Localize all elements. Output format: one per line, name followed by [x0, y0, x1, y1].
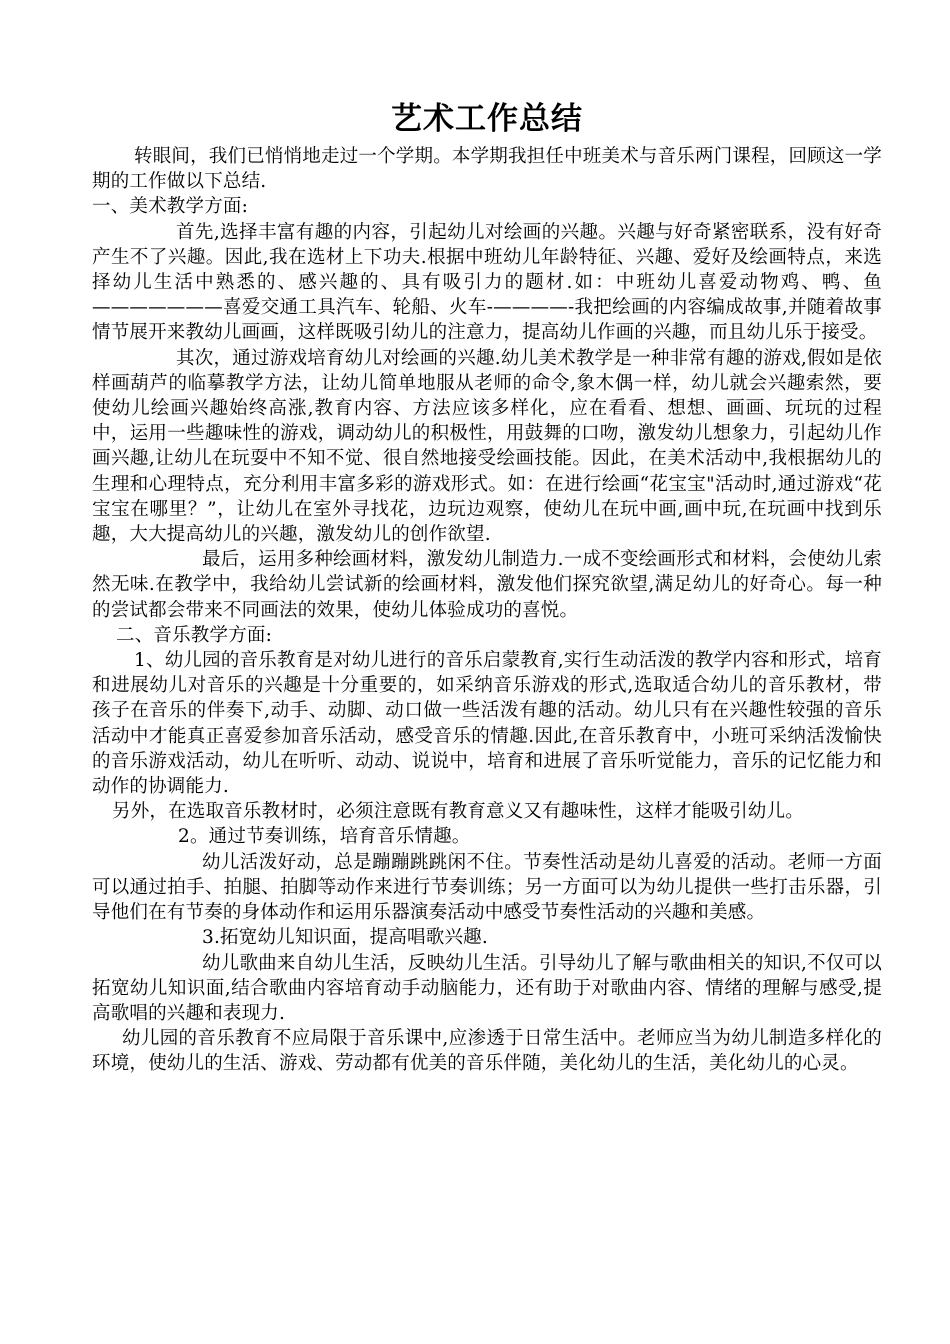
art-paragraph-3: 最后，运用多种绘画材料，激发幼儿制造力.一成不变绘画形式和材料，会使幼儿索然无味.在教学中，我给幼儿尝试新的绘画材料，激发他们探究欲望,满足幼儿的好奇心。每一种的尝试都会带来不同画法的效果，使幼儿体验成功的喜悦。: [92, 549, 882, 621]
section-heading-music: 二、音乐教学方面:: [116, 624, 273, 646]
music-subheading-2: 2。通过节奏训练，培育音乐情趣。: [178, 826, 471, 848]
music-subheading-3: 3.拓宽幼儿知识面，提高唱歌兴趣.: [202, 927, 488, 949]
music-paragraph-4: 幼儿歌曲来自幼儿生活，反映幼儿生活。引导幼儿了解与歌曲相关的知识,不仅可以拓宽幼儿知识面,结合歌曲内容培育动手动脑能力，还有助于对歌曲内容、情绪的理解与感受,提高歌唱的兴趣和表现力.: [92, 952, 882, 1024]
document-page: [92, 98, 882, 1077]
music-paragraph-1: 1、幼儿园的音乐教育是对幼儿进行的音乐启蒙教育,实行生动活泼的教学内容和形式，培育和进展幼儿对音乐的兴趣是十分重要的，如采纳音乐游戏的形式,选取适合幼儿的音乐教材，带孩子在音乐的伴奏下,动手、动脚、动口做一些活泼有趣的活动。幼儿只有在兴趣性较强的音乐活动中才能真正喜爱参加音乐活动，感受音乐的情趣.因此,在音乐教育中，小班可采纳活泼愉快的音乐游戏活动，幼儿在听听、动动、说说中，培育和进展了音乐听觉能力，音乐的记忆能力和动作的协调能力.: [92, 650, 882, 798]
section-heading-art: 一、美术教学方面:: [92, 196, 249, 218]
art-paragraph-1: 首先,选择丰富有趣的内容，引起幼儿对绘画的兴趣。兴趣与好奇紧密联系，没有好奇产生不了兴趣。因此,我在选材上下功夫.根据中班幼儿年龄特征、兴趣、爱好及绘画特点，来选择幼儿生活中熟悉的、感兴趣的、具有吸引力的题材.如：中班幼儿喜爱动物鸡、鸭、鱼———————喜爱交通工具汽车、轮船、火车-————-我把绘画的内容编成故事,并随着故事情节展开来教幼儿画画，这样既吸引幼儿的注意力，提高幼儿作画的兴趣，而且幼儿乐于接受。: [92, 221, 882, 344]
music-paragraph-2: 另外，在选取音乐教材时，必须注意既有教育意义又有趣味性，这样才能吸引幼儿。: [112, 801, 804, 823]
document-title: 艺术工作总结: [391, 101, 583, 137]
music-paragraph-3: 幼儿活泼好动，总是蹦蹦跳跳闲不住。节奏性活动是幼儿喜爱的活动。老师一方面可以通过拍手、拍腿、拍脚等动作来进行节奏训练；另一方面可以为幼儿提供一些打击乐器，引导他们在有节奏的身体动作和运用乐器演奏活动中感受节奏性活动的兴趣和美感。: [92, 851, 882, 924]
art-paragraph-2: 其次，通过游戏培育幼儿对绘画的兴趣.幼儿美术教学是一种非常有趣的游戏,假如是依样画葫芦的临摹教学方法，让幼儿简单地服从老师的命令,象木偶一样，幼儿就会兴趣索然，要使幼儿绘画兴趣始终高涨,教育内容、方法应该多样化，应在看看、想想、画画、玩玩的过程中，运用一些趣味性的游戏，调动幼儿的积极性，用鼓舞的口吻，激发幼儿想象力，引起幼儿作画兴趣,让幼儿在玩耍中不知不觉、很自然地接受绘画技能。因此，在美术活动中,我根据幼儿的生理和心理特点，充分利用丰富多彩的游戏形式。如：在进行绘画“花宝宝"活动时,通过游戏“花宝宝在哪里？”，让幼儿在室外寻找花，边玩边观察，使幼儿在玩中画,画中玩,在玩画中找到乐趣，大大提高幼儿的兴趣，激发幼儿的创作欲望.: [92, 347, 882, 546]
intro-paragraph: 转眼间，我们已悄悄地走过一个学期。本学期我担任中班美术与音乐两门课程，回顾这一学期的工作做以下总结.: [92, 146, 883, 193]
closing-paragraph: 幼儿园的音乐教育不应局限于音乐课中,应渗透于日常生活中。老师应当为幼儿制造多样化的环境，使幼儿的生活、游戏、劳动都有优美的音乐伴随，美化幼儿的生活，美化幼儿的心灵。: [92, 1028, 882, 1075]
